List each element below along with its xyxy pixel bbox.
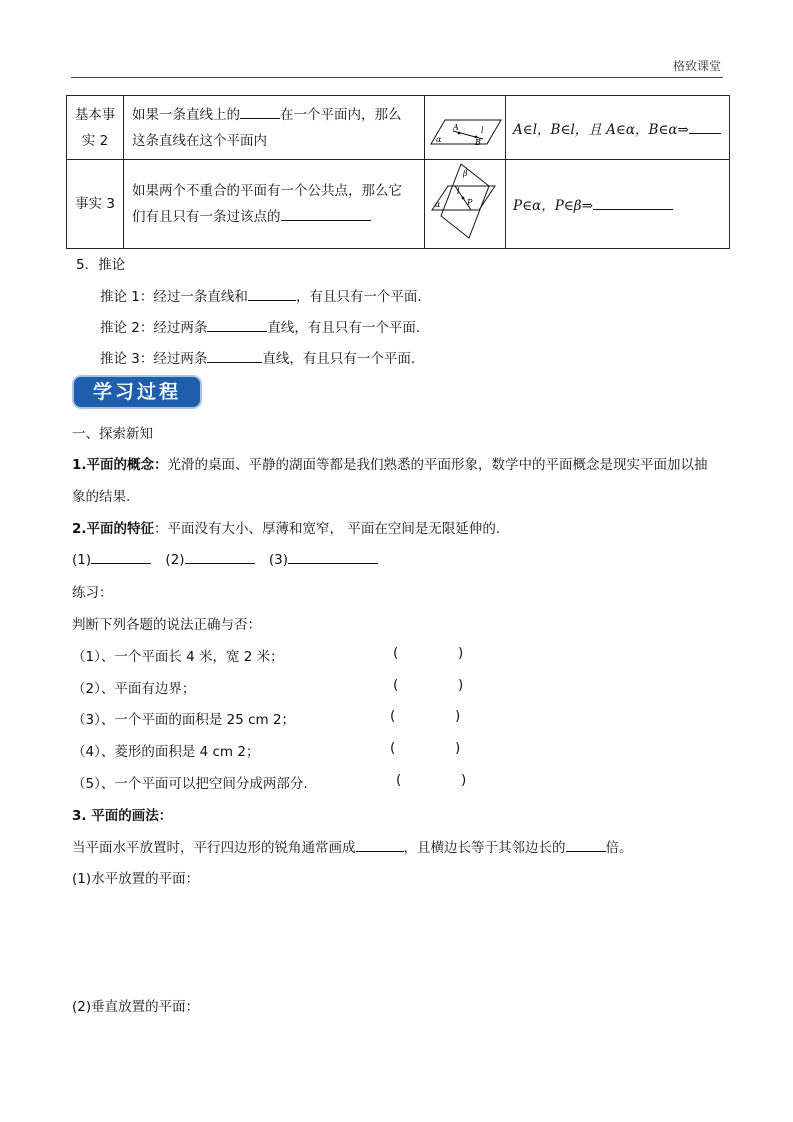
drawing-title: 3. 平面的画法： xyxy=(72,808,173,824)
figure-cell xyxy=(425,96,506,160)
blank-label: (3) xyxy=(268,552,288,568)
corollary-text: 直线，有且只有一个平面． xyxy=(262,351,425,367)
fact-desc-cell xyxy=(124,160,425,249)
answer-blank[interactable] xyxy=(207,348,262,363)
horizontal-plane-label: (1)水平放置的平面： xyxy=(72,871,200,887)
blank-label: (2) xyxy=(165,552,185,568)
fact-name: 事实 3 xyxy=(75,196,115,212)
fact-name-cell xyxy=(67,96,124,160)
answer-blank[interactable] xyxy=(566,837,606,852)
fig-label: A xyxy=(453,122,459,132)
section-badge: 学习过程 xyxy=(74,377,200,407)
corollary-3 xyxy=(100,347,424,367)
plane-line-figure xyxy=(425,106,505,146)
fig-label: B xyxy=(475,137,481,146)
fact-desc-text: 如果一条直线上的 xyxy=(132,106,240,123)
paren-close: ) xyxy=(458,677,464,693)
explore-title: 一、探索新知 xyxy=(72,426,153,442)
answer-blank[interactable] xyxy=(593,195,673,210)
fact-symbols: A∈l，B∈l，且 A∈α，B∈α⇒ xyxy=(513,121,689,138)
fig-label: P xyxy=(467,198,473,207)
fact-name-line2: 实 2 xyxy=(81,132,109,149)
fact-name-cell xyxy=(67,160,124,249)
concept-paragraph xyxy=(72,453,708,473)
fact-desc-text: 们有且只有一条过该点的 xyxy=(132,209,281,225)
fact-desc-text: 这条直线在这个平面内 xyxy=(132,132,267,149)
fact-symbols-cell xyxy=(506,160,730,249)
facts-table xyxy=(66,95,730,249)
feature-text: ：平面没有大小、厚薄和宽窄， 平面在空间是无限延伸的. xyxy=(154,521,501,537)
practice-prompt: 判断下列各题的说法正确与否： xyxy=(72,617,261,633)
paren-open: ( xyxy=(390,708,396,724)
answer-blank[interactable] xyxy=(240,104,280,119)
answer-blank[interactable] xyxy=(91,549,151,564)
practice-item-5: （5）、一个平面可以把空间分成两部分. xyxy=(72,776,308,792)
section-title: 5．推论 xyxy=(76,257,126,273)
corollary-text: 推论 3：经过两条 xyxy=(100,351,208,367)
fact-name-line1: 基本事 xyxy=(74,106,116,123)
answer-blank[interactable] xyxy=(689,119,721,134)
blank-label: (1) xyxy=(72,552,92,568)
answer-blank[interactable] xyxy=(207,317,267,332)
fact-desc-text: 如果两个不重合的平面有一个公共点，那么它 xyxy=(132,183,402,199)
practice-item-3: （3）、一个平面的面积是 25 cm 2； xyxy=(72,712,296,728)
fig-label: l xyxy=(457,187,460,196)
practice-item-2: （2）、平面有边界； xyxy=(72,681,196,697)
figure-cell xyxy=(425,160,506,249)
fig-label: l xyxy=(481,125,484,135)
corollary-2 xyxy=(100,316,429,336)
drawing-text: ，且横边长等于其邻边长的 xyxy=(403,840,566,856)
paren-close: ) xyxy=(455,708,461,724)
header-rule xyxy=(71,77,723,78)
paren-close: ) xyxy=(455,740,461,756)
concept-text: 光滑的桌面、平静的湖面等都是我们熟悉的平面形象，数学中的平面概念是现实平面加以抽 xyxy=(167,457,708,473)
feature-paragraph xyxy=(72,517,500,537)
concept-text-cont: 象的结果. xyxy=(72,489,131,505)
fact-symbols: P∈α，P∈β⇒ xyxy=(513,198,593,214)
paren-open: ( xyxy=(390,740,396,756)
practice-item-1: （1）、一个平面长 4 米，宽 2 米； xyxy=(72,649,284,665)
answer-blank[interactable] xyxy=(248,286,296,301)
vertical-plane-label: (2)垂直放置的平面： xyxy=(72,999,200,1015)
table-row xyxy=(67,96,730,160)
concept-label: 1.平面的概念： xyxy=(72,457,168,473)
fact-desc-cell xyxy=(124,96,425,160)
practice-item-4: （4）、菱形的面积是 4 cm 2； xyxy=(72,744,260,760)
fig-label: α xyxy=(436,134,442,144)
corollary-text: ，有且只有一个平面． xyxy=(295,289,431,305)
paren-close: ) xyxy=(458,645,464,661)
drawing-text: 倍。 xyxy=(605,840,633,856)
fig-label: α xyxy=(435,200,441,209)
practice-title: 练习： xyxy=(72,585,113,601)
header-brand: 格致课堂 xyxy=(672,59,721,73)
table-row xyxy=(67,160,730,249)
corollary-text: 推论 1：经过一条直线和 xyxy=(100,289,248,305)
answer-blank[interactable] xyxy=(288,549,378,564)
answer-blank[interactable] xyxy=(185,549,255,564)
corollary-1 xyxy=(100,285,431,305)
paren-open: ( xyxy=(396,772,402,788)
feature-label: 2.平面的特征 xyxy=(72,521,155,537)
paren-open: ( xyxy=(393,645,399,661)
paren-open: ( xyxy=(393,677,399,693)
answer-blank[interactable] xyxy=(356,837,404,852)
fact-symbols-cell xyxy=(506,96,730,160)
corollary-text: 直线，有且只有一个平面． xyxy=(267,320,430,336)
answer-blank[interactable] xyxy=(281,206,371,221)
corollary-text: 推论 2：经过两条 xyxy=(100,320,208,336)
paren-close: ) xyxy=(461,772,467,788)
drawing-text: 当平面水平放置时，平行四边形的锐角通常画成 xyxy=(72,840,356,856)
drawing-paragraph xyxy=(72,836,633,856)
two-planes-figure xyxy=(425,160,505,244)
feature-blanks xyxy=(72,549,378,568)
fig-label: β xyxy=(463,169,468,178)
fact-desc-text: 在一个平面内，那么 xyxy=(280,106,402,123)
